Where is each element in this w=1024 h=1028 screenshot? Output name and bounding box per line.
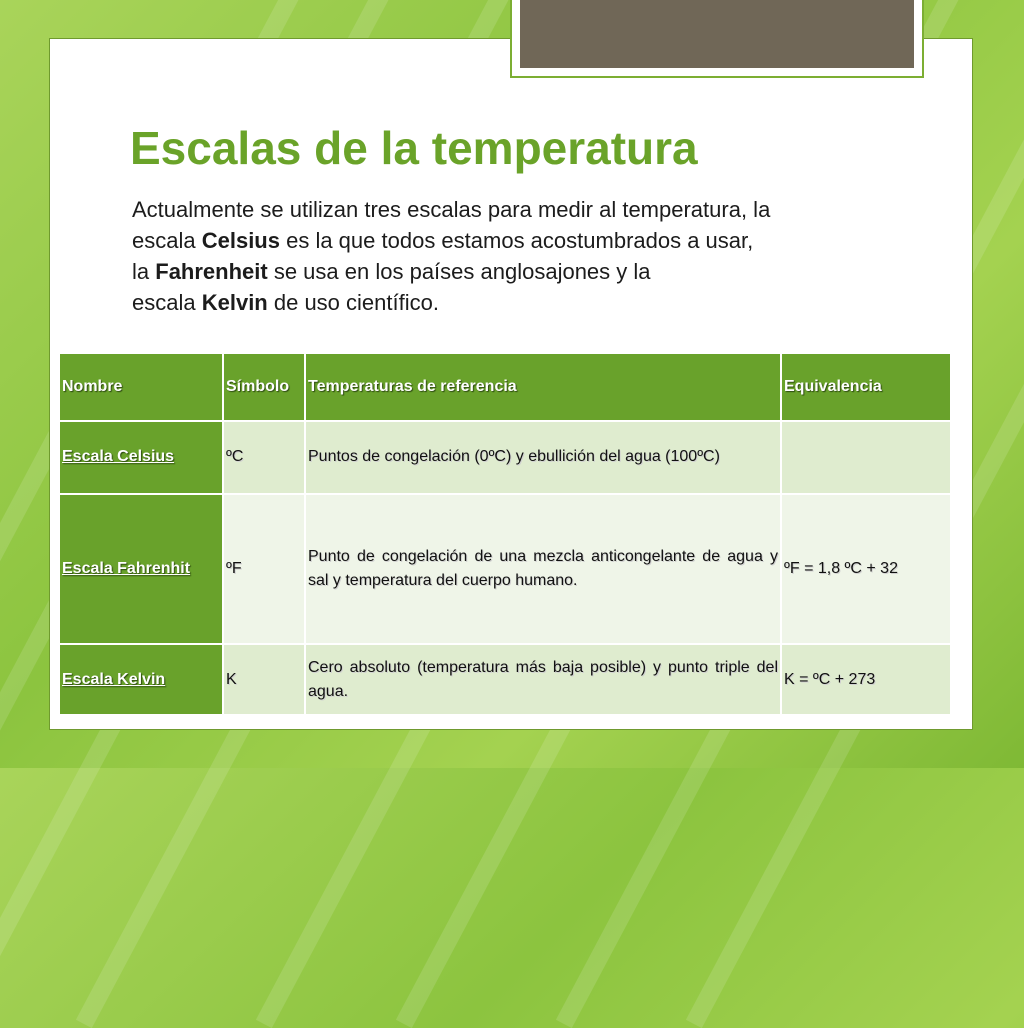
intro-keyword: Fahrenheit <box>155 259 268 284</box>
kelvin-reference: Cero absoluto (temperatura más baja posible) y punto triple del agua. <box>306 645 780 714</box>
fahrenheit-symbol: ºF <box>224 495 304 643</box>
intro-keyword: Kelvin <box>201 290 268 315</box>
intro-paragraph <box>132 194 892 318</box>
fahrenheit-reference: Punto de congelación de una mezcla anticongelante de agua y sal y temperatura del cuerpo humano. <box>306 495 780 643</box>
intro-text: Actualmente se utilizan tres escalas para medir al temperatura, la <box>132 197 771 222</box>
intro-keyword: Celsius <box>201 228 280 253</box>
fahrenheit-link[interactable]: Escala Fahrenhit <box>62 560 191 577</box>
intro-text: escala <box>132 228 202 253</box>
table-row-celsius <box>60 422 950 493</box>
intro-line <box>132 256 892 287</box>
intro-line <box>132 194 892 225</box>
slide-title: Escalas de la temperatura <box>130 122 698 174</box>
header-nombre: Nombre <box>60 354 222 420</box>
header-simbolo: Símbolo <box>224 354 304 420</box>
table-row-fahrenheit <box>60 495 950 643</box>
intro-text: de uso científico. <box>267 290 439 315</box>
celsius-equivalence <box>782 422 950 493</box>
intro-text: se usa en los países anglosajones y la <box>267 259 651 284</box>
kelvin-symbol: K <box>224 645 304 714</box>
header-equivalencia: Equivalencia <box>782 354 950 420</box>
intro-text: escala <box>132 290 202 315</box>
kelvin-cell <box>60 645 222 714</box>
photo-placeholder <box>520 0 914 68</box>
fahrenheit-cell <box>60 495 222 643</box>
table-header-row <box>60 354 950 420</box>
celsius-cell <box>60 422 222 493</box>
celsius-symbol: ºC <box>224 422 304 493</box>
header-temperaturas: Temperaturas de referencia <box>306 354 780 420</box>
table-row-kelvin <box>60 645 950 714</box>
intro-line <box>132 287 892 318</box>
fahrenheit-equivalence: ºF = 1,8 ºC + 32 <box>782 495 950 643</box>
celsius-reference: Puntos de congelación (0ºC) y ebullición del agua (100ºC) <box>306 422 780 493</box>
kelvin-link[interactable]: Escala Kelvin <box>62 670 166 688</box>
temperature-scales-table <box>58 352 952 716</box>
intro-line <box>132 225 892 256</box>
kelvin-equivalence: K = ºC + 273 <box>782 645 950 714</box>
intro-text: es la que todos estamos acostumbrados a usar, <box>279 228 754 253</box>
celsius-link[interactable]: Escala Celsius <box>62 448 175 466</box>
intro-text: la <box>132 259 156 284</box>
